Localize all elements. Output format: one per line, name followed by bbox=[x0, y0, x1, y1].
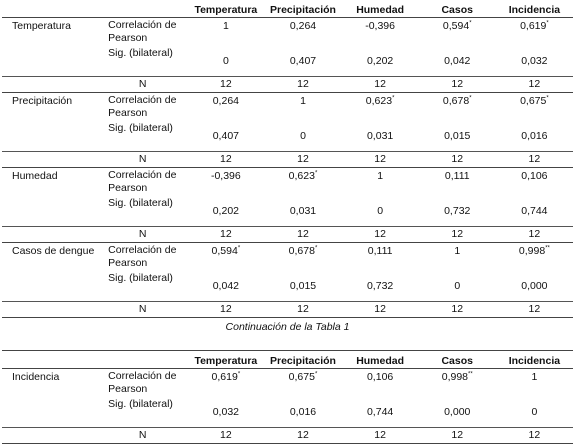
n-value: 12 bbox=[496, 227, 573, 243]
stat-label-sig: Sig. (bilateral) bbox=[108, 272, 173, 284]
pearson-number: -0,396 bbox=[210, 170, 241, 182]
n-value: 12 bbox=[419, 227, 496, 243]
sig-value: 0,202 bbox=[366, 55, 394, 67]
sig-value: 0,032 bbox=[212, 406, 239, 418]
pearson-value bbox=[264, 243, 341, 272]
pearson-number: 0,594 bbox=[442, 20, 470, 32]
sig-value: 0 bbox=[300, 130, 306, 142]
sig-value: 0,744 bbox=[366, 406, 394, 418]
sig-value: 0,015 bbox=[444, 130, 471, 142]
sig-value: 0,202 bbox=[212, 205, 239, 217]
significance-marker: * bbox=[314, 170, 318, 177]
n-value: 12 bbox=[342, 302, 419, 318]
variable-name: Precipitación bbox=[2, 93, 98, 152]
n-row bbox=[2, 302, 573, 318]
sig-value: 0 bbox=[531, 406, 538, 418]
pearson-value bbox=[342, 93, 419, 122]
pearson-number: 0,678 bbox=[288, 245, 315, 257]
significance-marker: * bbox=[237, 245, 241, 252]
stat-label-sig: Sig. (bilateral) bbox=[108, 122, 173, 134]
pearson-number: 0,106 bbox=[521, 170, 548, 182]
pearson-row bbox=[2, 168, 573, 197]
correlation-table bbox=[2, 0, 573, 317]
stat-label-sig: Sig. (bilateral) bbox=[108, 197, 173, 209]
sig-value: 0,042 bbox=[212, 280, 239, 292]
sig-value: 0,732 bbox=[444, 205, 471, 217]
header-precipitacion: Precipitación bbox=[270, 355, 336, 367]
pearson-number: 1 bbox=[300, 95, 306, 107]
n-value: 12 bbox=[264, 227, 341, 243]
pearson-value bbox=[264, 18, 341, 47]
pearson-value bbox=[342, 18, 419, 47]
stat-label-pearson: Correlación de Pearson bbox=[98, 243, 187, 272]
variable-name: Incidencia bbox=[2, 369, 98, 428]
pearson-number: 0,111 bbox=[444, 170, 470, 182]
n-blank bbox=[2, 77, 98, 93]
n-value: 12 bbox=[187, 227, 264, 243]
sig-value: 0,015 bbox=[289, 280, 317, 292]
stat-label-pearson: Correlación de Pearson bbox=[98, 93, 187, 122]
pearson-value bbox=[264, 168, 341, 197]
pearson-value bbox=[187, 369, 264, 398]
header-humedad: Humedad bbox=[356, 355, 405, 367]
n-value: 12 bbox=[496, 77, 573, 93]
pearson-value bbox=[187, 168, 264, 197]
significance-marker: ** bbox=[545, 245, 550, 252]
n-row bbox=[2, 428, 573, 444]
n-value: 12 bbox=[419, 77, 496, 93]
sig-value: 0 bbox=[222, 55, 229, 67]
sig-value: 0,000 bbox=[444, 406, 471, 418]
pearson-value bbox=[496, 93, 573, 122]
correlation-table-continuation bbox=[2, 350, 573, 444]
pearson-number: 0,675 bbox=[520, 95, 547, 107]
sig-value: 0,031 bbox=[289, 205, 317, 217]
stat-label-n: N bbox=[98, 77, 187, 93]
pearson-value bbox=[496, 369, 573, 398]
significance-marker: * bbox=[469, 95, 472, 102]
pearson-number: 0,619 bbox=[520, 20, 547, 32]
n-value: 12 bbox=[342, 152, 419, 168]
sig-value: 0,032 bbox=[521, 55, 548, 67]
pearson-number: 0,998 bbox=[518, 245, 546, 257]
sig-value: 0,042 bbox=[444, 55, 471, 67]
pearson-value bbox=[187, 18, 264, 47]
header-humedad: Humedad bbox=[356, 4, 405, 16]
n-value: 12 bbox=[419, 152, 496, 168]
n-blank bbox=[2, 152, 98, 168]
n-value: 12 bbox=[419, 302, 496, 318]
n-value: 12 bbox=[496, 302, 573, 318]
significance-marker: * bbox=[392, 95, 395, 102]
header-blank bbox=[98, 0, 187, 18]
sig-value: 0,031 bbox=[366, 130, 394, 142]
header-temperatura: Temperatura bbox=[194, 4, 258, 16]
pearson-value bbox=[496, 243, 573, 272]
pearson-number: -0,396 bbox=[365, 20, 395, 32]
n-row bbox=[2, 77, 573, 93]
significance-marker: ** bbox=[468, 371, 473, 378]
stat-label-n: N bbox=[98, 227, 187, 243]
pearson-value bbox=[187, 93, 264, 122]
pearson-number: 0,998 bbox=[441, 371, 469, 383]
n-row bbox=[2, 152, 573, 168]
n-blank bbox=[2, 428, 98, 444]
pearson-value bbox=[419, 168, 496, 197]
variable-name: Humedad bbox=[2, 168, 98, 227]
pearson-value bbox=[342, 369, 419, 398]
pearson-number: 0,675 bbox=[288, 371, 315, 383]
pearson-number: 1 bbox=[454, 245, 461, 257]
pearson-number: 1 bbox=[222, 20, 229, 32]
n-value: 12 bbox=[419, 428, 496, 444]
pearson-value bbox=[496, 18, 573, 47]
pearson-number: 0,264 bbox=[289, 20, 317, 32]
stat-label-sig: Sig. (bilateral) bbox=[108, 47, 173, 59]
header-blank bbox=[2, 351, 98, 369]
n-value: 12 bbox=[264, 428, 341, 444]
pearson-value bbox=[419, 243, 496, 272]
significance-marker: * bbox=[314, 371, 318, 378]
pearson-value bbox=[419, 18, 496, 47]
pearson-value bbox=[264, 369, 341, 398]
sig-value: 0 bbox=[377, 205, 384, 217]
variable-name: Casos de dengue bbox=[2, 243, 98, 302]
n-value: 12 bbox=[187, 302, 264, 318]
stat-label-pearson: Correlación de Pearson bbox=[98, 18, 187, 47]
pearson-number: 0,594 bbox=[211, 245, 238, 257]
sig-value: 0 bbox=[454, 280, 461, 292]
stat-label-pearson: Correlación de Pearson bbox=[98, 168, 187, 197]
sig-value: 0,407 bbox=[289, 55, 317, 67]
sig-value: 0,016 bbox=[521, 130, 548, 142]
sig-value: 0,016 bbox=[289, 406, 317, 418]
header-precipitacion: Precipitación bbox=[270, 4, 336, 16]
pearson-row bbox=[2, 243, 573, 272]
n-blank bbox=[2, 227, 98, 243]
sig-value: 0,407 bbox=[212, 130, 239, 142]
pearson-value bbox=[264, 93, 341, 122]
n-value: 12 bbox=[342, 227, 419, 243]
n-value: 12 bbox=[496, 152, 573, 168]
pearson-number: 0,619 bbox=[211, 371, 238, 383]
sig-value: 0,732 bbox=[366, 280, 394, 292]
header-blank bbox=[2, 0, 98, 18]
pearson-number: 0,678 bbox=[442, 95, 470, 107]
table-caption: Continuación de la Tabla 1 bbox=[2, 317, 573, 336]
n-row bbox=[2, 227, 573, 243]
stat-label-n: N bbox=[98, 152, 187, 168]
variable-name: Temperatura bbox=[2, 18, 98, 77]
n-value: 12 bbox=[187, 428, 264, 444]
pearson-row bbox=[2, 369, 573, 398]
pearson-number: 1 bbox=[377, 170, 384, 182]
pearson-value bbox=[342, 168, 419, 197]
significance-marker: * bbox=[469, 20, 472, 27]
n-value: 12 bbox=[264, 302, 341, 318]
header-casos: Casos bbox=[441, 355, 473, 367]
pearson-value bbox=[419, 93, 496, 122]
significance-marker: * bbox=[314, 245, 318, 252]
header-incidencia: Incidencia bbox=[508, 355, 561, 367]
n-value: 12 bbox=[187, 152, 264, 168]
n-value: 12 bbox=[264, 152, 341, 168]
significance-marker: * bbox=[546, 20, 549, 27]
header-row bbox=[2, 0, 573, 18]
n-value: 12 bbox=[264, 77, 341, 93]
header-casos: Casos bbox=[441, 4, 473, 16]
stat-label-pearson: Correlación de Pearson bbox=[98, 369, 187, 398]
header-blank bbox=[98, 351, 187, 369]
pearson-row bbox=[2, 18, 573, 47]
sig-value: 0,744 bbox=[521, 205, 548, 217]
pearson-value bbox=[496, 168, 573, 197]
pearson-number: 0,111 bbox=[367, 245, 393, 257]
pearson-value bbox=[342, 243, 419, 272]
header-incidencia: Incidencia bbox=[508, 4, 561, 16]
n-value: 12 bbox=[496, 428, 573, 444]
pearson-number: 0,264 bbox=[212, 95, 239, 107]
header-temperatura: Temperatura bbox=[194, 355, 258, 367]
n-value: 12 bbox=[342, 428, 419, 444]
significance-marker: * bbox=[237, 371, 241, 378]
sig-value: 0,000 bbox=[521, 280, 548, 292]
significance-marker: * bbox=[546, 95, 549, 102]
pearson-value bbox=[419, 369, 496, 398]
n-blank bbox=[2, 302, 98, 318]
header-row bbox=[2, 351, 573, 369]
n-value: 12 bbox=[187, 77, 264, 93]
pearson-number: 1 bbox=[531, 371, 538, 383]
stat-label-sig: Sig. (bilateral) bbox=[108, 398, 173, 410]
pearson-value bbox=[187, 243, 264, 272]
pearson-number: 0,623 bbox=[288, 170, 315, 182]
stat-label-n: N bbox=[98, 302, 187, 318]
pearson-number: 0,106 bbox=[366, 371, 394, 383]
stat-label-n: N bbox=[98, 428, 187, 444]
pearson-number: 0,623 bbox=[365, 95, 393, 107]
pearson-row bbox=[2, 93, 573, 122]
n-value: 12 bbox=[342, 77, 419, 93]
